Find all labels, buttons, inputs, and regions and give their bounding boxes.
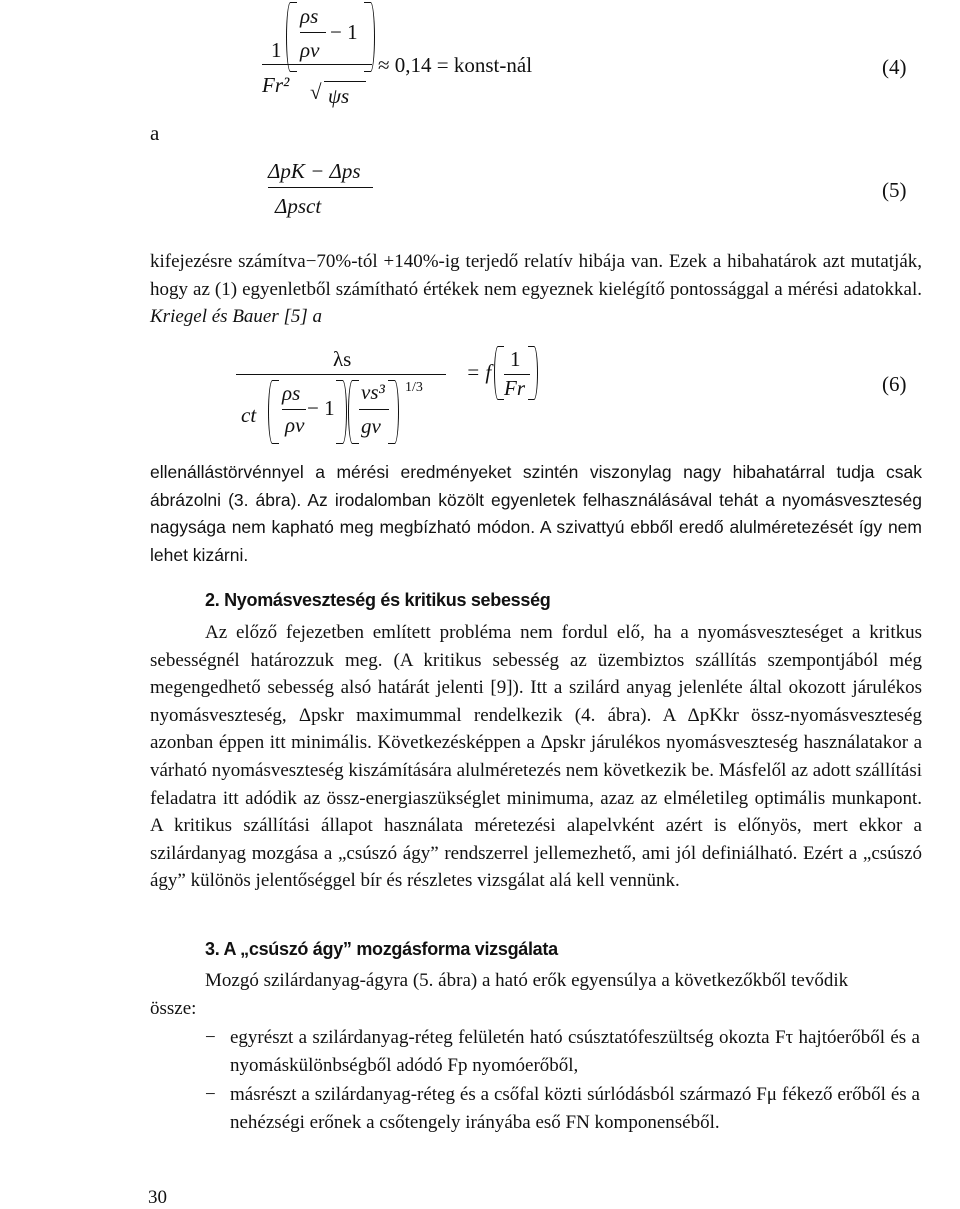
connector-a: a (150, 121, 160, 145)
eq4-right-paren (364, 2, 375, 72)
eq4-number: (4) (882, 55, 907, 79)
list-item-2-text: másrészt a szilárdanyag-réteg és a csőfal közti súrlódásból származó Fμ fékező erőből és a nehézségi erőnek a csőtengely irányába eső FN komponenséből. (230, 1084, 920, 1133)
eq6-vs-fraction-line (359, 409, 389, 410)
eq4-psi-s: ψs (328, 84, 350, 108)
page-number: 30 (148, 1187, 167, 1208)
paragraph-4-line-1: Mozgó szilárdanyag-ágyra (5. ábra) a ható erők egyensúlya a következőkből tevődik (205, 970, 849, 991)
eq6-paren1-right (336, 380, 347, 444)
eq5-number: (5) (882, 178, 907, 202)
eq6-rho-v: ρv (285, 413, 305, 437)
eq6-ct: ct (241, 403, 257, 427)
list-dash-1: − (205, 1027, 216, 1048)
eq6-gv: gv (361, 414, 381, 438)
paragraph-1-text: kifejezésre számítva−70%-tól +140%-ig terjedő relatív hibája van. Ezek a hibahatárok azt mutatják, hogy az (1) egyenletből számítható értékek nem egyeznek kielégítő pontossággal a mérési adatokkal. (150, 251, 922, 300)
eq4-rhs: ≈ 0,14 = konst-nál (378, 53, 533, 77)
eq6-one: 1 (510, 347, 521, 371)
eq5-numerator: ΔpK − Δps (268, 159, 361, 183)
paragraph-4-line-2: össze: (150, 998, 197, 1019)
eq4-rho-s: ρs (300, 4, 319, 28)
eq4-rho-v: ρv (300, 38, 320, 62)
eq6-paren3-left (494, 346, 504, 400)
eq6-fr: Fr (504, 376, 525, 400)
paragraph-2: ellenállástörvénnyel a mérési eredményeket szintén viszonylag nagy hibahatárral tudja csak ábrázolni (3. ábra). Az irodalomban közölt egyenletek felhasználásával tehát a nyomásveszteség nagysága nem kapható meg megbízható módon. A szivattyú ebből eredő alulméretezését így nem lehet kizárni. (150, 462, 922, 565)
eq6-number: (6) (882, 372, 907, 396)
list-item-1 (150, 1024, 922, 1080)
eq4-sqrt-sign: √ (310, 80, 322, 104)
eq4-sqrt-bar (324, 81, 366, 82)
section-3-heading: 3. A „csúszó ágy” mozgásforma vizsgálata (205, 939, 558, 959)
eq6-fr-fraction-line (504, 374, 530, 375)
eq6-paren2-right (388, 380, 399, 444)
eq6-main-fraction-line (236, 374, 446, 375)
eq4-main-fraction-line (262, 64, 372, 65)
eq6-rho-fraction-line (282, 409, 306, 410)
eq6-rho-s: ρs (282, 381, 301, 405)
eq6-equals-f: = f (466, 360, 492, 384)
eq4-minus-one: − 1 (330, 20, 358, 44)
eq6-paren1-left (268, 380, 279, 444)
list-item-1-text: egyrészt a szilárdanyag-réteg felületén ható csúsztatófeszültség okozta Fτ hajtóerőből és a nyomáskülönbségből adódó Fp nyomóerőből, (230, 1027, 920, 1076)
list-dash-2: − (205, 1084, 216, 1105)
eq4-frac-one: 1 (271, 38, 282, 62)
eq6-exponent: 1/3 (405, 380, 423, 395)
eq6-paren2-left (348, 380, 359, 444)
eq4-inner-fraction-line (300, 32, 326, 33)
eq6-minus-one: − 1 (307, 396, 335, 420)
eq6-paren3-right (528, 346, 538, 400)
eq5-denominator: Δpsct (275, 194, 322, 218)
paragraph-1 (150, 248, 922, 331)
section-2-heading: 2. Nyomásveszteség és kritikus sebesség (205, 590, 551, 610)
paragraph-1-authors: Kriegel és Bauer [5] a (150, 306, 323, 328)
paragraph-3: Az előző fejezetben említett probléma nem fordul elő, ha a nyomásveszteséget a kritkus sebességnél határozzuk meg. (A kritikus sebesség az üzembiztos szállítás szempontjából még megengedhető sebesség alsó határát jelenti [9]). Itt a szilárd anyag jelenléte által okozott járulékos nyomásveszteség, Δpskr maximummal rendelkezik (4. ábra). A ΔpKkr össz-nyomásveszteség azonban éppen itt minimális. Következésképpen a Δpskr járulékos nyomásveszteség használatakor a várható nyomásveszteség kiszámítására alulméretezés nem következik be. Másfelől az adott szállítási feladatra itt adódik az össz-energiaszükséglet minimuma, azaz az elméletileg optimális munkapont. A kritikus szállítási állapot használata méretezési alapelvként azért is előnyös, mert ekkor a szilárdanyag mozgása a „csúszó ágy” rendszerrel jellemezhető, ami jól definiálható. Ezért a „csúszó ágy” különös jelentőséggel bír és részletes vizsgálat alá kell vennünk. (150, 622, 922, 892)
eq4-left-paren (286, 2, 297, 72)
eq4-fr-squared: Fr² (262, 73, 290, 97)
list-item-2 (150, 1081, 922, 1137)
eq6-vs3: vs³ (361, 380, 385, 404)
eq5-fraction-line (268, 187, 373, 188)
eq6-lambda-s: λs (333, 347, 352, 371)
